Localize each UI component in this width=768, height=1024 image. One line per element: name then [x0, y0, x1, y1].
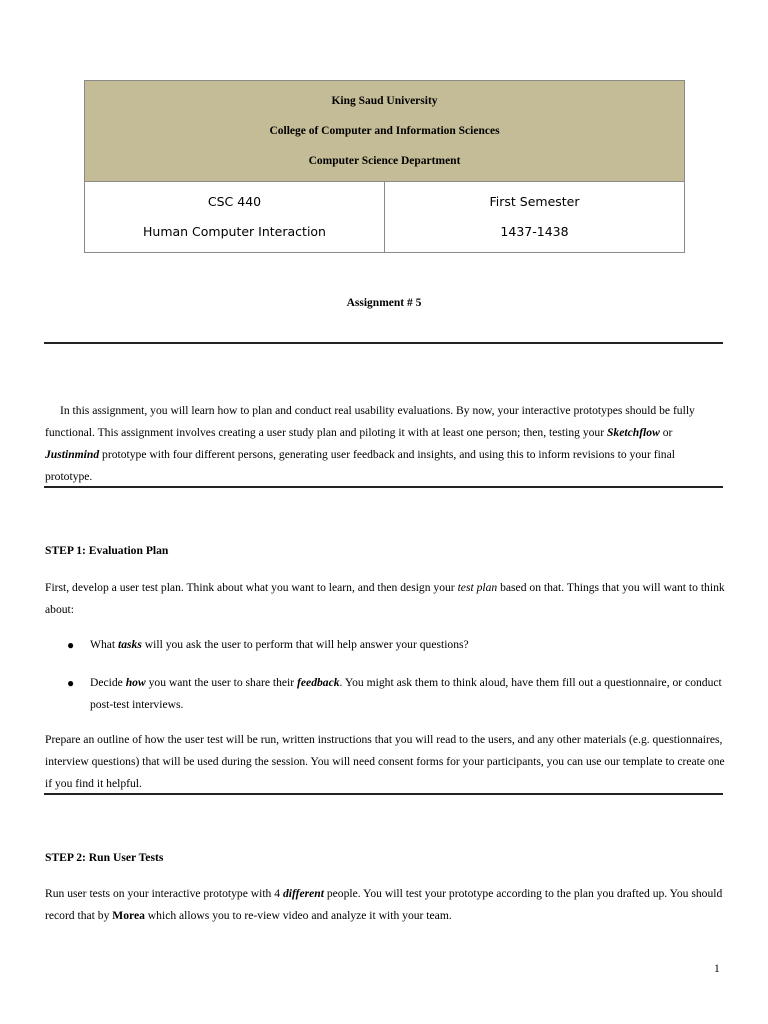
step1-intro	[45, 577, 725, 621]
page-number: 1	[714, 963, 720, 975]
bullet-dot: ●	[67, 676, 75, 690]
bullet-feedback	[90, 672, 730, 716]
tool-justinmind: Justinmind	[45, 448, 100, 461]
step2-text-2: people. You will test your prototype according to the plan you drafted up. You should record that by	[45, 887, 723, 922]
bullet2-text-2: you want the user to share their	[145, 676, 298, 689]
step2-text-1: Run user tests on your interactive prototype with 4	[45, 887, 283, 900]
university-name: King Saud University	[331, 95, 438, 107]
divider	[44, 793, 723, 795]
step1-text-2: based on that. Things that you will want to think about:	[45, 581, 725, 616]
college-name: College of Computer and Information Sciences	[269, 125, 500, 137]
bullet2-text-3: . You might ask them to think aloud, have them fill out a questionnaire, or conduct post-test interviews.	[90, 676, 722, 711]
step1-outline-paragraph	[45, 729, 725, 795]
bullet-dot: ●	[67, 638, 75, 652]
academic-year: 1437-1438	[500, 224, 569, 239]
tool-sketchflow: Sketchflow	[606, 426, 660, 439]
header-institution-block	[85, 81, 684, 182]
header-table	[84, 80, 685, 253]
divider	[44, 486, 723, 488]
bullet1-emph-tasks: tasks	[118, 638, 142, 651]
bullet1-text-1: What	[90, 638, 119, 651]
intro-paragraph	[45, 400, 725, 488]
step2-paragraph	[45, 883, 725, 927]
assignment-title: Assignment # 5	[346, 297, 422, 309]
step1-text-1: First, develop a user test plan. Think about what you want to learn, and then design your	[45, 581, 458, 594]
course-cell	[85, 182, 385, 252]
header-course-row	[85, 182, 684, 252]
semester: First Semester	[489, 194, 580, 209]
intro-text-2: prototype with four different persons, generating user feedback and insights, and using this to inform revisions to your final prototype.	[45, 448, 675, 483]
bullet2-emph-feedback: feedback	[297, 676, 340, 689]
course-code: CSC 440	[207, 194, 262, 209]
course-name: Human Computer Interaction	[143, 224, 326, 239]
step1-outline-text: Prepare an outline of how the user test will be run, written instructions that you will read to the users, and any other materials (e.g. questionnaires, interview questions) that will be used during the session. You will need consent forms for your participants, you can use our template to create one if you find it helpful.	[45, 733, 725, 790]
divider	[44, 342, 723, 344]
step1-emph-test-plan: test plan	[457, 581, 498, 594]
department-name: Computer Science Department	[308, 155, 461, 167]
step2-text-3: which allows you to re-view video and analyze it with your team.	[144, 909, 452, 922]
bullet1-text-2: will you ask the user to perform that will help answer your questions?	[141, 638, 469, 651]
bullet-tasks	[90, 634, 730, 656]
step2-morea: Morea	[112, 909, 145, 922]
intro-or: or	[659, 426, 673, 439]
semester-cell	[385, 182, 684, 252]
bullet2-text-1: Decide	[90, 676, 126, 689]
bullet2-emph-how: how	[125, 676, 146, 689]
step2-heading: STEP 2: Run User Tests	[45, 851, 164, 864]
intro-text-1: In this assignment, you will learn how to plan and conduct real usability evaluations. By now, your interactive prototypes should be fully functional. This assignment involves creating a user study plan and piloting it with at least one person; then, testing your	[45, 404, 695, 439]
step1-heading: STEP 1: Evaluation Plan	[45, 544, 169, 557]
step2-emph-different: different	[282, 887, 324, 900]
